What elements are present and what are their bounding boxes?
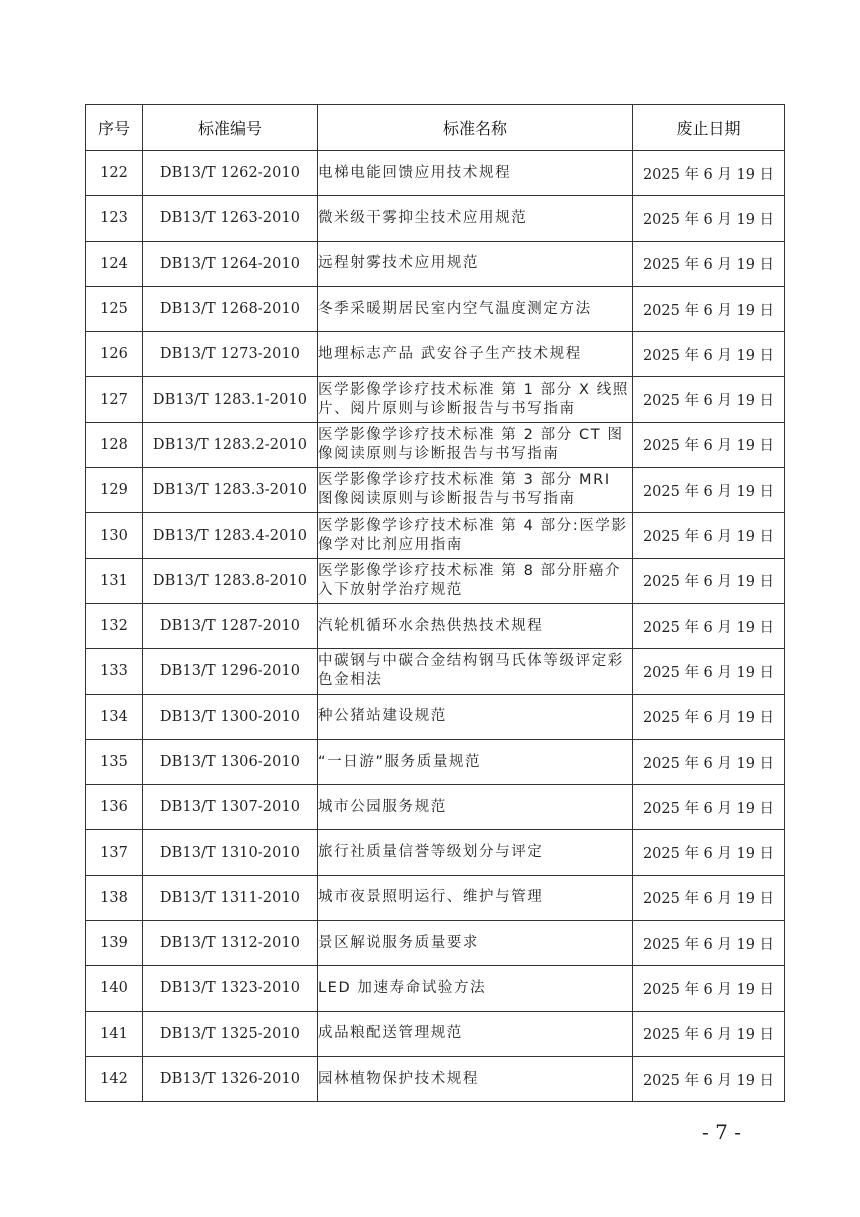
- row-name: 医学影像学诊疗技术标准 第 1 部分 X 线照片、阅片原则与诊断报告与书写指南: [318, 377, 633, 422]
- row-code: DB13/T 1306-2010: [143, 739, 318, 784]
- row-seq: 141: [86, 1011, 143, 1056]
- table-row: [86, 603, 785, 648]
- table-row: [86, 332, 785, 377]
- table-row: [86, 377, 785, 422]
- row-seq: 136: [86, 785, 143, 830]
- row-date: 2025 年 6 月 19 日: [633, 286, 785, 331]
- table-row: [86, 286, 785, 331]
- row-seq: 137: [86, 830, 143, 875]
- row-code: DB13/T 1307-2010: [143, 785, 318, 830]
- row-code: DB13/T 1323-2010: [143, 966, 318, 1011]
- row-seq: 127: [86, 377, 143, 422]
- table-row: [86, 830, 785, 875]
- table-row: [86, 196, 785, 241]
- table-row: [86, 785, 785, 830]
- row-seq: 131: [86, 558, 143, 603]
- row-date: 2025 年 6 月 19 日: [633, 241, 785, 286]
- row-name: 城市公园服务规范: [318, 785, 633, 830]
- row-code: DB13/T 1283.8-2010: [143, 558, 318, 603]
- table-row: [86, 694, 785, 739]
- row-seq: 138: [86, 875, 143, 920]
- row-code: DB13/T 1287-2010: [143, 603, 318, 648]
- row-name: 医学影像学诊疗技术标准 第 4 部分:医学影像学对比剂应用指南: [318, 513, 633, 558]
- row-code: DB13/T 1268-2010: [143, 286, 318, 331]
- row-date: 2025 年 6 月 19 日: [633, 1056, 785, 1101]
- row-name: 城市夜景照明运行、维护与管理: [318, 875, 633, 920]
- table-row: [86, 558, 785, 603]
- row-date: 2025 年 6 月 19 日: [633, 151, 785, 196]
- row-code: DB13/T 1283.3-2010: [143, 468, 318, 513]
- row-name: 电梯电能回馈应用技术规程: [318, 151, 633, 196]
- row-name: 景区解说服务质量要求: [318, 921, 633, 966]
- header-seq: 序号: [86, 105, 143, 151]
- row-code: DB13/T 1325-2010: [143, 1011, 318, 1056]
- row-date: 2025 年 6 月 19 日: [633, 558, 785, 603]
- row-seq: 125: [86, 286, 143, 331]
- table-row: [86, 151, 785, 196]
- table-row: [86, 1011, 785, 1056]
- row-code: DB13/T 1311-2010: [143, 875, 318, 920]
- table-row: [86, 921, 785, 966]
- row-date: 2025 年 6 月 19 日: [633, 694, 785, 739]
- row-seq: 132: [86, 603, 143, 648]
- table-row: [86, 966, 785, 1011]
- row-date: 2025 年 6 月 19 日: [633, 468, 785, 513]
- row-date: 2025 年 6 月 19 日: [633, 513, 785, 558]
- table-row: [86, 875, 785, 920]
- row-code: DB13/T 1326-2010: [143, 1056, 318, 1101]
- row-name: 旅行社质量信誉等级划分与评定: [318, 830, 633, 875]
- row-code: DB13/T 1300-2010: [143, 694, 318, 739]
- row-date: 2025 年 6 月 19 日: [633, 966, 785, 1011]
- table-row: [86, 739, 785, 784]
- row-date: 2025 年 6 月 19 日: [633, 196, 785, 241]
- row-code: DB13/T 1273-2010: [143, 332, 318, 377]
- table-row: [86, 1056, 785, 1101]
- row-code: DB13/T 1264-2010: [143, 241, 318, 286]
- row-code: DB13/T 1283.2-2010: [143, 422, 318, 467]
- row-code: DB13/T 1262-2010: [143, 151, 318, 196]
- row-name: LED 加速寿命试验方法: [318, 966, 633, 1011]
- row-name: 园林植物保护技术规程: [318, 1056, 633, 1101]
- row-seq: 123: [86, 196, 143, 241]
- row-date: 2025 年 6 月 19 日: [633, 422, 785, 467]
- row-seq: 135: [86, 739, 143, 784]
- row-date: 2025 年 6 月 19 日: [633, 875, 785, 920]
- row-name: “一日游”服务质量规范: [318, 739, 633, 784]
- row-code: DB13/T 1312-2010: [143, 921, 318, 966]
- row-seq: 126: [86, 332, 143, 377]
- row-date: 2025 年 6 月 19 日: [633, 603, 785, 648]
- table-row: [86, 422, 785, 467]
- row-seq: 134: [86, 694, 143, 739]
- row-name: 中碳钢与中碳合金结构钢马氏体等级评定彩色金相法: [318, 649, 633, 694]
- row-code: DB13/T 1296-2010: [143, 649, 318, 694]
- row-name: 远程射雾技术应用规范: [318, 241, 633, 286]
- row-code: DB13/T 1283.4-2010: [143, 513, 318, 558]
- row-seq: 140: [86, 966, 143, 1011]
- table-row: [86, 513, 785, 558]
- standards-table: [85, 104, 785, 1102]
- row-name: 微米级干雾抑尘技术应用规范: [318, 196, 633, 241]
- header-date: 废止日期: [633, 105, 785, 151]
- row-code: DB13/T 1283.1-2010: [143, 377, 318, 422]
- row-date: 2025 年 6 月 19 日: [633, 649, 785, 694]
- row-date: 2025 年 6 月 19 日: [633, 1011, 785, 1056]
- row-seq: 142: [86, 1056, 143, 1101]
- table-row: [86, 468, 785, 513]
- row-seq: 130: [86, 513, 143, 558]
- row-name: 汽轮机循环水余热供热技术规程: [318, 603, 633, 648]
- row-seq: 122: [86, 151, 143, 196]
- row-date: 2025 年 6 月 19 日: [633, 332, 785, 377]
- table-row: [86, 241, 785, 286]
- table-header-row: [86, 105, 785, 151]
- row-date: 2025 年 6 月 19 日: [633, 921, 785, 966]
- row-name: 医学影像学诊疗技术标准 第 3 部分 MRI 图像阅读原则与诊断报告与书写指南: [318, 468, 633, 513]
- row-seq: 139: [86, 921, 143, 966]
- row-seq: 133: [86, 649, 143, 694]
- row-seq: 129: [86, 468, 143, 513]
- header-code: 标准编号: [143, 105, 318, 151]
- header-name: 标准名称: [318, 105, 633, 151]
- page-number: - 7 -: [702, 1120, 741, 1144]
- row-date: 2025 年 6 月 19 日: [633, 739, 785, 784]
- row-seq: 128: [86, 422, 143, 467]
- row-seq: 124: [86, 241, 143, 286]
- table-row: [86, 649, 785, 694]
- row-name: 医学影像学诊疗技术标准 第 2 部分 CT 图像阅读原则与诊断报告与书写指南: [318, 422, 633, 467]
- row-name: 成品粮配送管理规范: [318, 1011, 633, 1056]
- row-code: DB13/T 1263-2010: [143, 196, 318, 241]
- row-code: DB13/T 1310-2010: [143, 830, 318, 875]
- row-name: 医学影像学诊疗技术标准 第 8 部分肝癌介入下放射学治疗规范: [318, 558, 633, 603]
- row-date: 2025 年 6 月 19 日: [633, 830, 785, 875]
- row-date: 2025 年 6 月 19 日: [633, 377, 785, 422]
- row-name: 种公猪站建设规范: [318, 694, 633, 739]
- row-name: 冬季采暖期居民室内空气温度测定方法: [318, 286, 633, 331]
- row-name: 地理标志产品 武安谷子生产技术规程: [318, 332, 633, 377]
- row-date: 2025 年 6 月 19 日: [633, 785, 785, 830]
